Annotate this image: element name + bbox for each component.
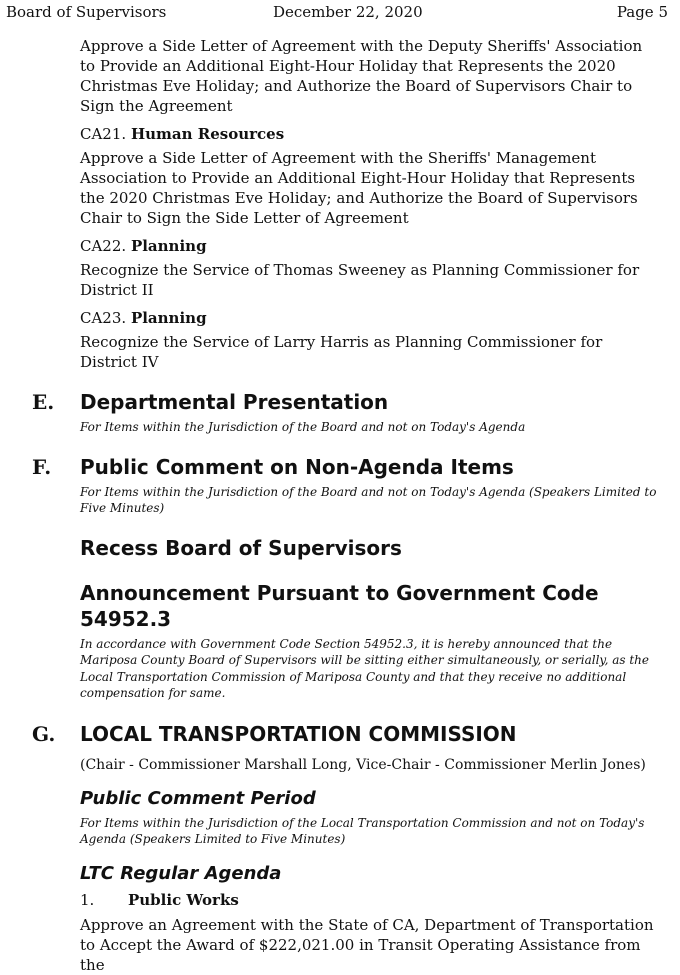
section-f-letter: F. bbox=[32, 454, 52, 479]
item-ca22-number: CA22. bbox=[80, 237, 127, 255]
ltc-item-1-text: Approve an Agreement with the State of CA, Department of Transportation to Accept the Award of $222,021.00 in Transit Operating Assistance from the bbox=[80, 915, 654, 974]
section-e-note: For Items within the Jurisdiction of the Board and not on Today's Agenda bbox=[80, 420, 526, 434]
ltc-item-1-number: 1. bbox=[80, 890, 95, 909]
section-f-title: Public Comment on Non-Agenda Items bbox=[80, 454, 514, 479]
ltc-item-1-department: Public Works bbox=[128, 890, 239, 909]
public-comment-period-note: For Items within the Jurisdiction of the Local Transportation Commission and not on Today's Agenda (Speakers Limited to Five Minutes) bbox=[80, 815, 645, 846]
announcement-heading: Announcement Pursuant to Government Code 54952.3 bbox=[80, 580, 599, 631]
section-e-heading bbox=[32, 389, 660, 415]
item-ca23-text: Recognize the Service of Larry Harris as Planning Commissioner for District IV bbox=[80, 333, 603, 371]
item-ca21-heading bbox=[80, 124, 660, 144]
ltc-item-1-heading bbox=[80, 890, 660, 910]
section-f-heading bbox=[32, 454, 660, 480]
section-f-note: For Items within the Jurisdiction of the Board and not on Today's Agenda (Speakers Limited to Five Minutes) bbox=[80, 484, 657, 515]
section-e-letter: E. bbox=[32, 390, 55, 414]
agenda-content bbox=[32, 36, 660, 975]
section-g-heading bbox=[32, 721, 660, 747]
section-g-title: LOCAL TRANSPORTATION COMMISSION bbox=[80, 721, 517, 746]
item-ca23-heading bbox=[80, 308, 660, 328]
item-ca21-text: Approve a Side Letter of Agreement with the Sheriffs' Management Association to Provide an Additional Eight-Hour Holiday that Represents the 2020 Christmas Eve Holiday; and Authorize the Board of Supervisors Chair to Sign the Side Letter of Agreement bbox=[80, 149, 638, 227]
item-ca22-text: Recognize the Service of Thomas Sweeney as Planning Commissioner for District II bbox=[80, 261, 640, 299]
item-ca21-department: Human Resources bbox=[130, 125, 285, 143]
item-ca23-number: CA23. bbox=[80, 309, 127, 327]
ltc-regular-agenda-heading: LTC Regular Agenda bbox=[80, 862, 282, 884]
recess-heading: Recess Board of Supervisors bbox=[80, 535, 402, 560]
section-g-chair-line: (Chair - Commissioner Marshall Long, Vice-Chair - Commissioner Merlin Jones) bbox=[80, 756, 646, 773]
item-ca21-number: CA21. bbox=[80, 125, 127, 143]
announcement-note: In accordance with Government Code Section 54952.3, it is hereby announced that the Mariposa County Board of Supervisors will be sitting either simultaneously, or serially, as the Local Transportation Commission of Mariposa County and that they receive no additional compensation for same. bbox=[80, 636, 650, 700]
header-board-name: Board of Supervisors bbox=[6, 3, 167, 21]
header-page-number: Page 5 bbox=[616, 3, 668, 21]
item-ca20-text: Approve a Side Letter of Agreement with the Deputy Sheriffs' Association to Provide an Additional Eight-Hour Holiday that Represents the 2020 Christmas Eve Holiday; and Authorize the Board of Supervisors Chair to Sign the Agreement bbox=[80, 37, 643, 115]
item-ca22-department: Planning bbox=[130, 237, 207, 255]
item-ca23-department: Planning bbox=[130, 309, 207, 327]
header-date: December 22, 2020 bbox=[273, 3, 423, 21]
section-e-title: Departmental Presentation bbox=[80, 390, 389, 414]
item-ca22-heading bbox=[80, 236, 660, 256]
public-comment-period-heading: Public Comment Period bbox=[80, 787, 316, 809]
section-g-letter: G. bbox=[32, 721, 56, 746]
